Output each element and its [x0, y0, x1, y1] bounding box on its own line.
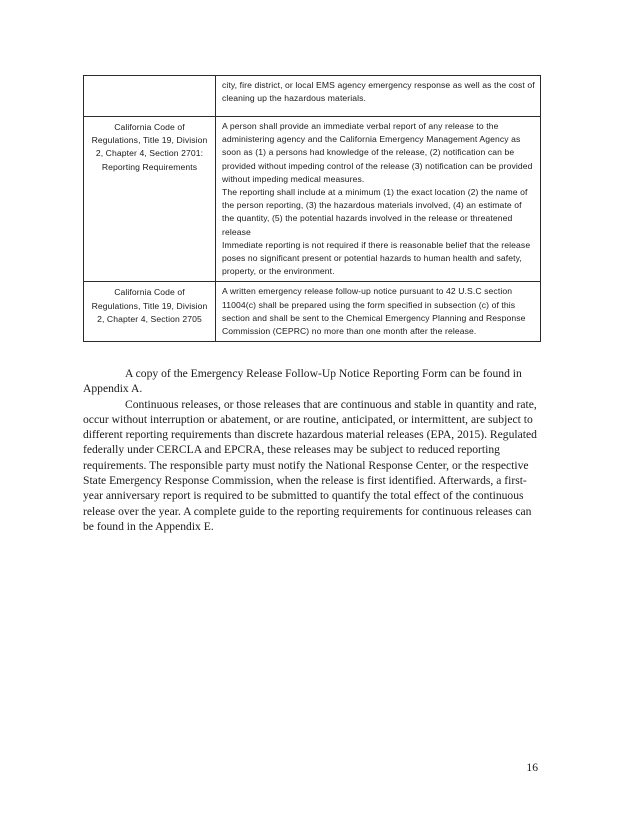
table-row — [84, 76, 541, 117]
requirement-text: The reporting shall include at a minimum (1) the exact location (2) the name of the person reporting, (3) the hazardous materials involved, (4) an estimate of the quantity, (5) the potential hazards involved in the release or threatened release — [222, 187, 528, 237]
table-cell-regulation — [84, 76, 216, 117]
body-paragraph: A copy of the Emergency Release Follow-Up Notice Reporting Form can be found in Appendix A. — [83, 367, 522, 396]
regulations-table — [83, 75, 541, 342]
page-number: 16 — [526, 761, 538, 774]
table-cell-requirement — [216, 282, 541, 342]
table-cell-regulation: California Code of Regulations, Title 19, Division 2, Chapter 4, Section 2705 — [84, 282, 216, 342]
table-row — [84, 282, 541, 342]
requirement-text: Immediate reporting is not required if there is reasonable belief that the release poses no significant present or potential hazards to human health and safety, property, or the environment. — [222, 239, 531, 277]
requirement-text: A written emergency release follow-up notice pursuant to 42 U.S.C section 11004(c) shall be prepared using the form specified in subsection (c) of this section and shall be sent to the Chemical Emergency Planning and Response Commission (CEPRC) no more than one month after the release. — [222, 286, 526, 337]
table-cell-regulation: California Code of Regulations, Title 19, Division 2, Chapter 4, Section 2701: Reporting Requirements — [84, 117, 216, 282]
table-cell-requirement — [216, 76, 541, 117]
requirement-text: A person shall provide an immediate verbal report of any release to the administering agency and the California Emergency Management Agency as soon as (1) a persons had knowledge of the release, (2) notification can be provided without impeding control of the release (3) notification can be provided without impeding medical measures. — [222, 121, 533, 184]
body-text — [83, 366, 543, 534]
table-row — [84, 117, 541, 282]
body-paragraph: Continuous releases, or those releases that are continuous and stable in quantity and rate, occur without interruption or abatement, or are routine, anticipated, or intermittent, are subject to different reporting requirements than discrete hazardous material releases (EPA, 2015). Regulated federally under CERCLA and EPCRA, these releases may be subject to reduced reporting requirements. The responsible party must notify the National Response Center, or the respective State Emergency Response Commission, when the release is first identified. Afterwards, a first-year anniversary report is required to be submitted to quantify the total effect of the continuous release over the year. A complete guide to the reporting requirements for continuous releases can be found in the Appendix E. — [83, 397, 537, 533]
table-cell-requirement — [216, 117, 541, 282]
requirement-text: city, fire district, or local EMS agency emergency response as well as the cost of cleaning up the hazardous materials. — [222, 80, 535, 104]
